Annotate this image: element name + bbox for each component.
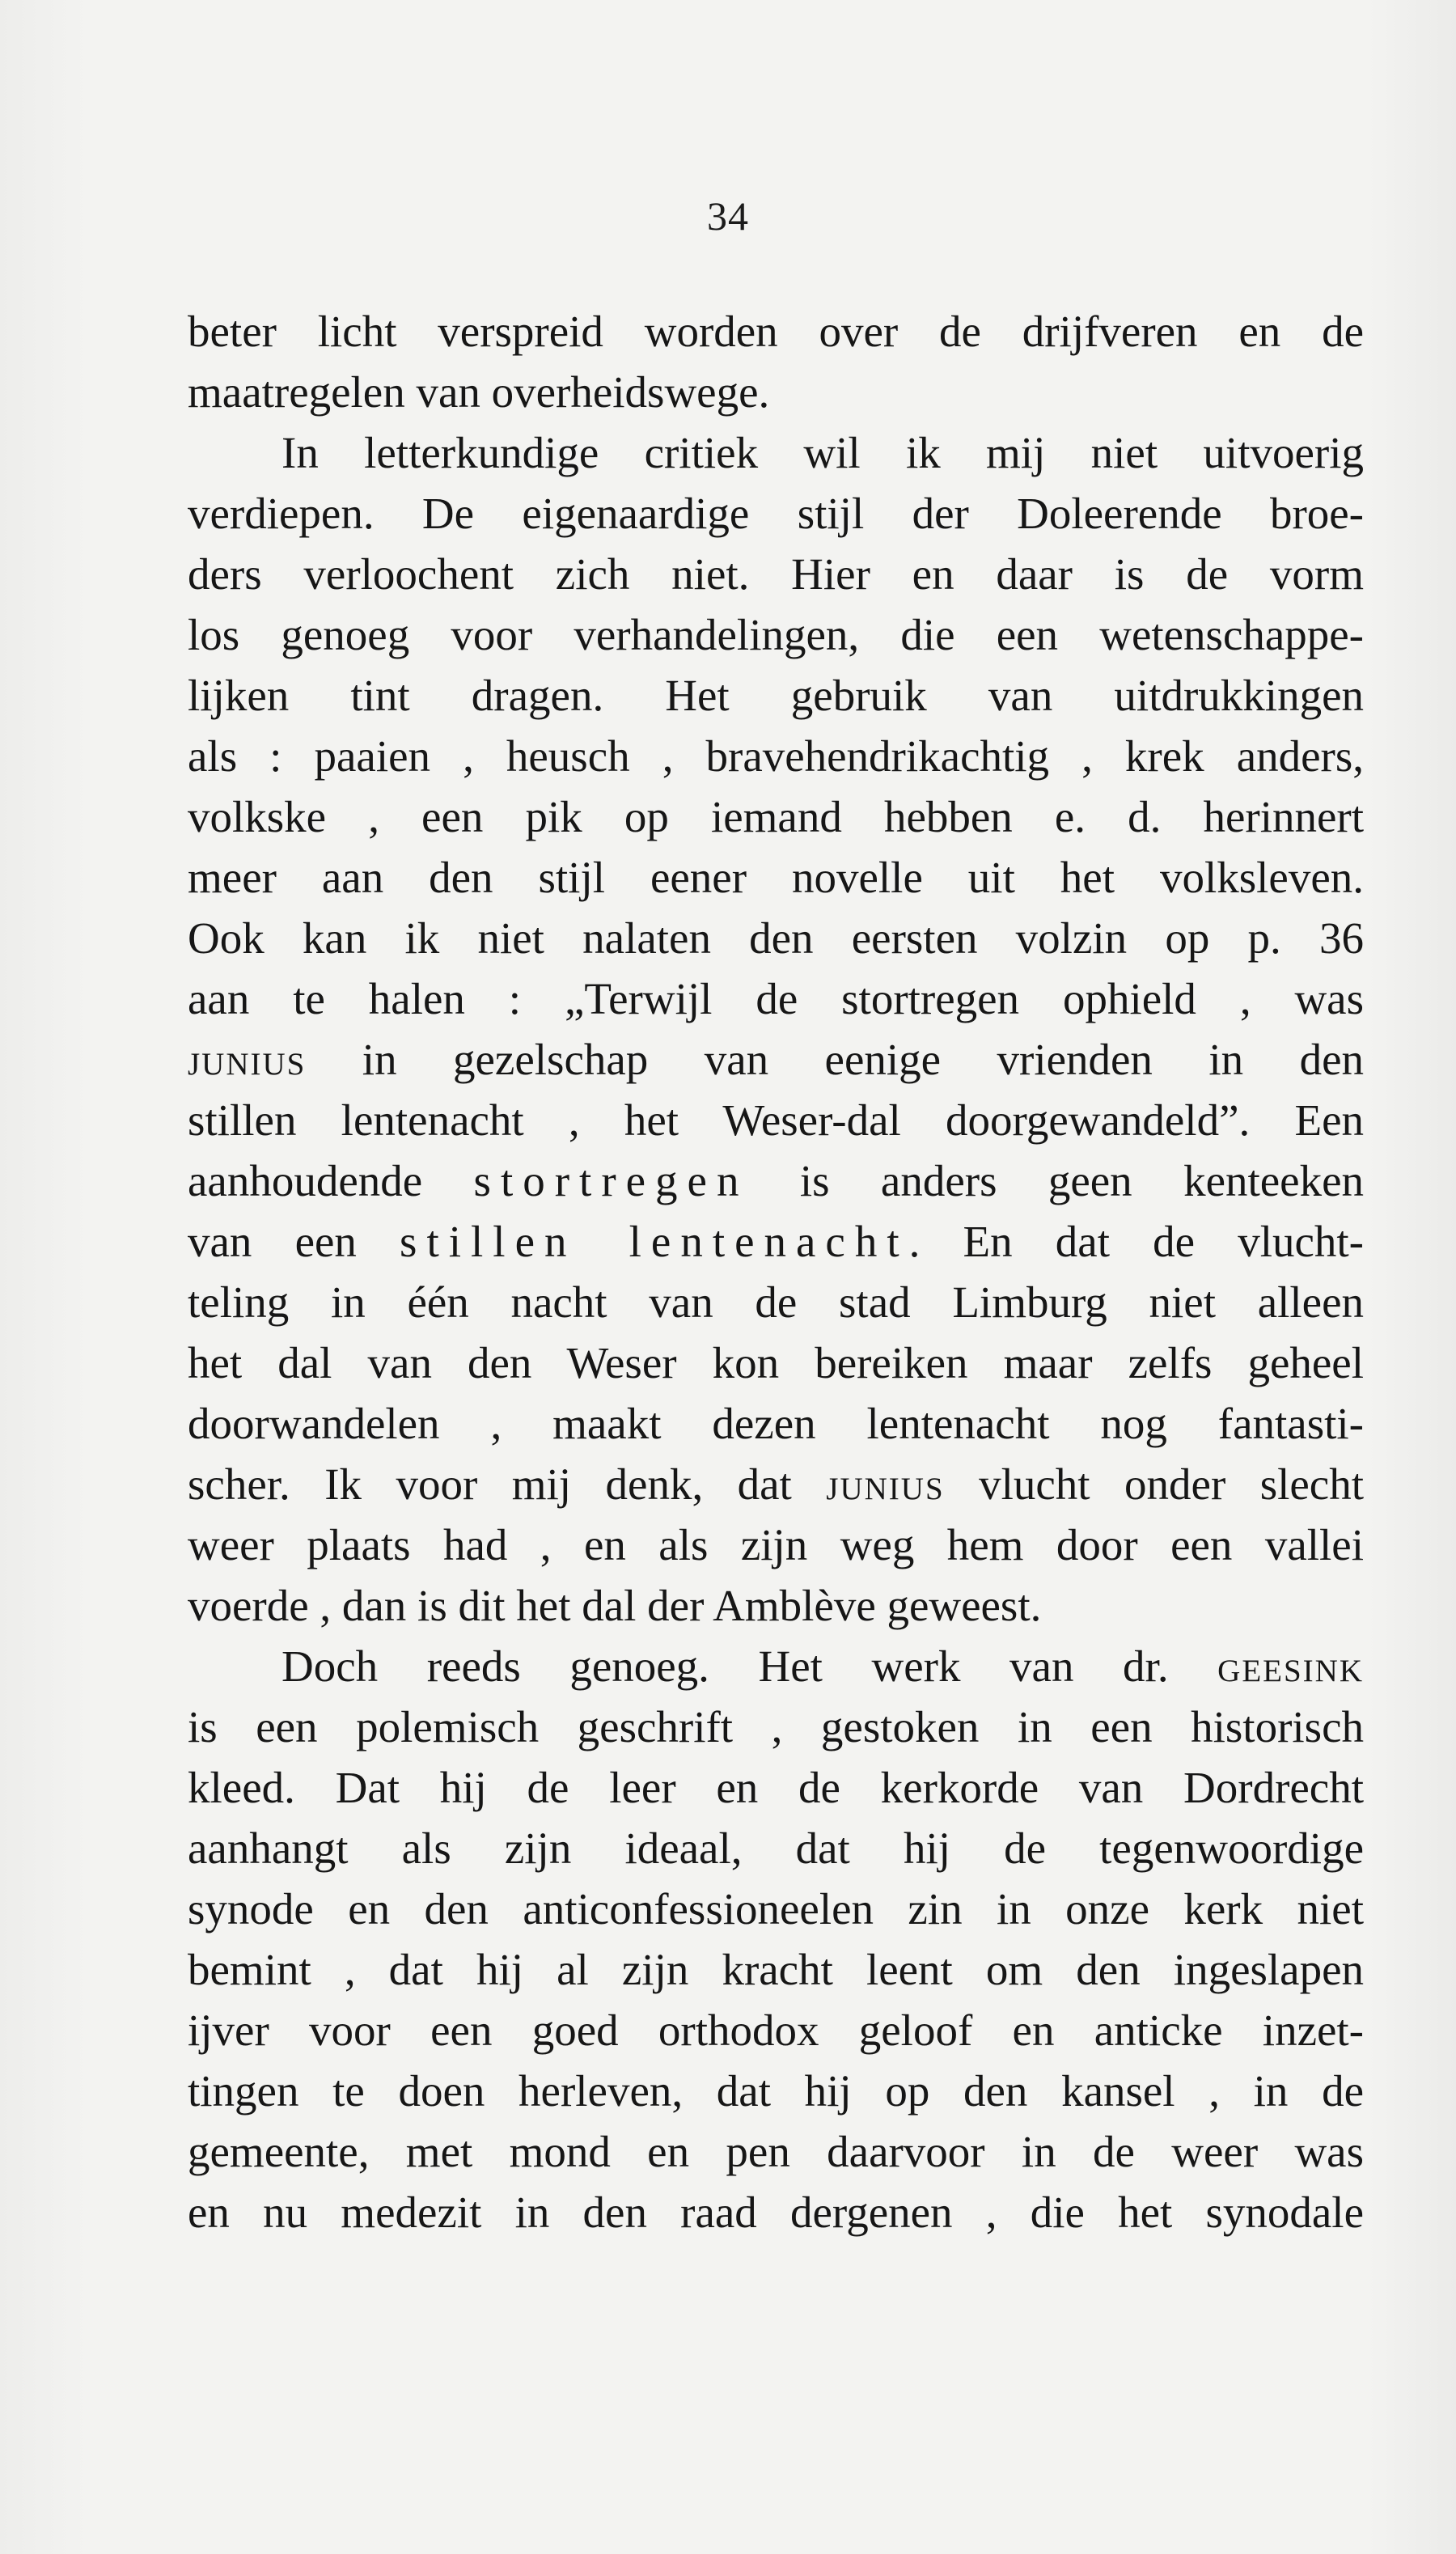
text-line — [188, 1636, 1364, 1696]
text-line: In letterkundige critiek wil ik mij niet uitvoerig — [281, 428, 1364, 477]
text-fragment: Doch reeds genoeg. Het werk van dr. — [281, 1641, 1218, 1691]
text-line: aan te halen : „Terwijl de stortregen ophield , was — [188, 974, 1364, 1023]
text-line — [188, 1150, 1364, 1211]
text-line: teling in één nacht van de stad Limburg niet alleen — [188, 1277, 1364, 1327]
text-line: lijken tint dragen. Het gebruik van uitdrukkingen — [188, 671, 1364, 720]
text-line: synode en den anticonfessioneelen zin in onze kerk niet — [188, 1884, 1364, 1934]
text-line: kleed. Dat hij de leer en de kerkorde van Dordrecht — [188, 1763, 1364, 1812]
text-line: stillen lentenacht , het Weser-dal doorgewandeld”. Een — [188, 1095, 1364, 1145]
text-line: doorwandelen , maakt dezen lentenacht nog fantasti- — [188, 1399, 1364, 1448]
text-line: en nu medezit in den raad dergenen , die het synodale — [188, 2188, 1364, 2237]
text-line: verdiepen. De eigenaardige stijl der Doleerende broe- — [188, 489, 1364, 538]
text-line: weer plaats had , en als zijn weg hem door een vallei — [188, 1520, 1364, 1569]
text-line: als : paaien , heusch , bravehendrikachtig , krek anders, — [188, 731, 1364, 781]
text-line: het dal van den Weser kon bereiken maar zelfs geheel — [188, 1338, 1364, 1387]
text-line: bemint , dat hij al zijn kracht leent om den ingeslapen — [188, 1945, 1364, 1994]
spaced-text: stortregen — [473, 1156, 749, 1205]
text-line: Ook kan ik niet nalaten den eersten volzin op p. 36 — [188, 913, 1364, 963]
text-fragment: scher. Ik voor mij denk, dat — [188, 1459, 827, 1509]
text-line: tingen te doen herleven, dat hij op den kansel , in de — [188, 2066, 1364, 2116]
body-text — [188, 301, 1364, 2243]
text-line: is een polemisch geschrift , gestoken in een historisch — [188, 1702, 1364, 1751]
text-fragment: vlucht onder slecht — [944, 1459, 1364, 1509]
text-fragment: van een — [188, 1217, 400, 1266]
text-fragment: . En dat de vlucht- — [908, 1217, 1364, 1266]
text-line: aanhangt als zijn ideaal, dat hij de tegenwoordige — [188, 1823, 1364, 1873]
text-line: volkske , een pik op iemand hebben e. d. herinnert — [188, 792, 1364, 841]
small-caps-name: geesink — [1217, 1641, 1364, 1691]
text-line: voerde , dan is dit het dal der Amblève geweest. — [188, 1581, 1042, 1630]
text-line: meer aan den stijl eener novelle uit het volksleven. — [188, 853, 1364, 902]
text-fragment: in gezelschap van eenige vrienden in den — [306, 1035, 1364, 1084]
text-line: ders verloochent zich niet. Hier en daar is de vorm — [188, 549, 1364, 599]
small-caps-name: junius — [188, 1035, 307, 1084]
text-line: beter licht verspreid worden over de drijfveren en de — [188, 307, 1364, 356]
text-line: maatregelen van overheidswege. — [188, 367, 770, 417]
text-line — [188, 1029, 1364, 1090]
text-line: gemeente, met mond en pen daarvoor in de weer was — [188, 2127, 1364, 2176]
text-line — [188, 1211, 1364, 1272]
small-caps-name: junius — [826, 1459, 945, 1509]
spaced-text: stillen lentenacht — [400, 1217, 909, 1266]
text-line: los genoeg voor verhandelingen, die een wetenschappe- — [188, 610, 1364, 659]
page-number: 34 — [707, 193, 749, 239]
text-line: ijver voor een goed orthodox geloof en anticke inzet- — [188, 2006, 1364, 2055]
text-line — [188, 1454, 1364, 1514]
text-fragment: is anders geen kenteeken — [748, 1156, 1364, 1205]
text-fragment: aanhoudende — [188, 1156, 474, 1205]
